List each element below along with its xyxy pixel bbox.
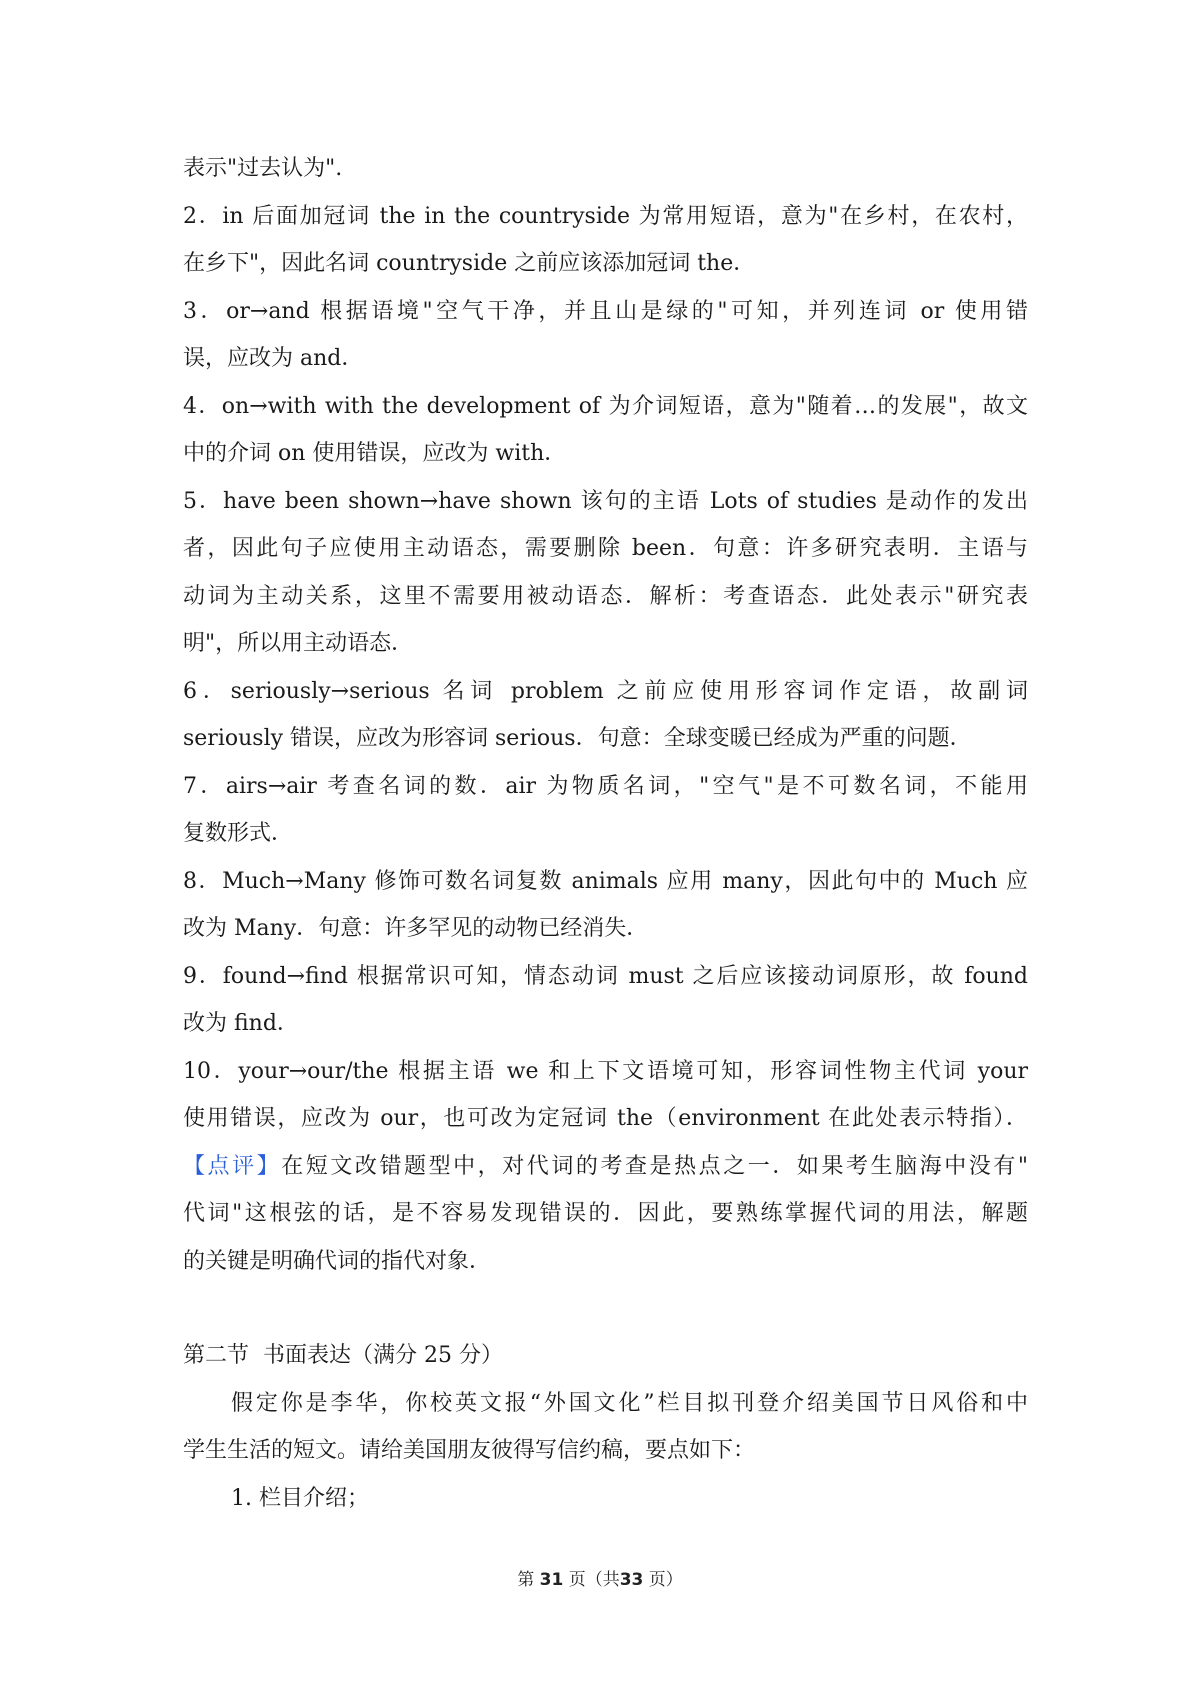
text-line: seriously 错误，应改为形容词 serious．句意：全球变暖已经成为严重的问题． — [183, 726, 972, 751]
comment-tag: 【点评】 — [183, 1153, 282, 1179]
section-spacer — [183, 1285, 1028, 1332]
text-line: 3．or→and 根据语境"空气干净，并且山是绿的"可知，并列连词 or 使用错 — [183, 298, 1028, 324]
text-line: 者，因此句子应使用主动语态，需要删除 been．句意：许多研究表明．主语与 — [183, 536, 1028, 561]
text-line: 9．found→find 根据常识可知，情态动词 must 之后应该接动词原形，故 found — [183, 963, 1028, 989]
footer-prefix: 第 — [517, 1570, 535, 1590]
document-page — [183, 145, 1028, 1522]
text-line: 改为 Many．句意：许多罕见的动物已经消失． — [183, 916, 649, 941]
text-line: 6．seriously→serious 名词 problem 之前应使用形容词作定语，故副词 — [183, 678, 1028, 704]
section-title: 第二节 书面表达（满分 25 分） — [183, 1343, 503, 1368]
text-line: 2．in 后面加冠词 the in the countryside 为常用短语，意为"在乡村，在农村， — [183, 203, 1028, 229]
page-footer — [0, 1565, 1200, 1590]
text-line: 动词为主动关系，这里不需要用被动语态．解析：考查语态．此处表示"研究表 — [183, 583, 1028, 609]
footer-page-number: 31 — [539, 1570, 564, 1590]
comment-line: 的关键是明确代词的指代对象． — [183, 1248, 492, 1274]
text-line: 8．Much→Many 修饰可数名词复数 animals 应用 many，因此句中的 Much 应 — [183, 868, 1028, 894]
section-paragraph: 学生生活的短文。请给美国朋友彼得写信约稿，要点如下： — [183, 1438, 756, 1463]
text-line: 复数形式． — [183, 821, 294, 846]
footer-middle: 页（共 — [568, 1570, 620, 1590]
section-paragraph: 假定你是李华，你校英文报“外国文化”栏目拟刊登介绍美国节日风俗和中 — [231, 1390, 1028, 1416]
comment-line: 代词"这根弦的话，是不容易发现错误的．因此，要熟练掌握代词的用法，解题 — [183, 1201, 1028, 1226]
text-line: 明"，所以用主动语态． — [183, 631, 414, 656]
text-line: 4．on→with with the development of 为介词短语，意为"随着…的发展"，故文 — [183, 393, 1028, 419]
text-line: 10．your→our/the 根据主语 we 和上下文语境可知，形容词性物主代词 your — [183, 1058, 1028, 1084]
text-line: 误，应改为 and． — [183, 346, 364, 371]
text-line: 表示"过去认为". — [183, 156, 343, 181]
text-line: 中的介词 on 使用错误，应改为 with． — [183, 441, 567, 466]
footer-suffix: 页） — [648, 1570, 683, 1590]
text-line: 在乡下"，因此名词 countryside 之前应该添加冠词 the． — [183, 251, 756, 276]
comment-text: 在短文改错题型中，对代词的考查是热点之一．如果考生脑海中没有" — [281, 1153, 1028, 1179]
text-line: 7．airs→air 考查名词的数．air 为物质名词，"空气"是不可数名词，不能用 — [183, 773, 1028, 799]
comment-line — [183, 1143, 1028, 1191]
text-line: 改为 find． — [183, 1011, 299, 1036]
text-line: 使用错误，应改为 our，也可改为定冠词 the（environment 在此处表示特指）． — [183, 1106, 1028, 1131]
footer-total-pages: 33 — [619, 1570, 644, 1590]
section-item: 1. 栏目介绍； — [231, 1485, 369, 1511]
text-line: 5．have been shown→have shown 该句的主语 Lots of studies 是动作的发出 — [183, 488, 1028, 514]
